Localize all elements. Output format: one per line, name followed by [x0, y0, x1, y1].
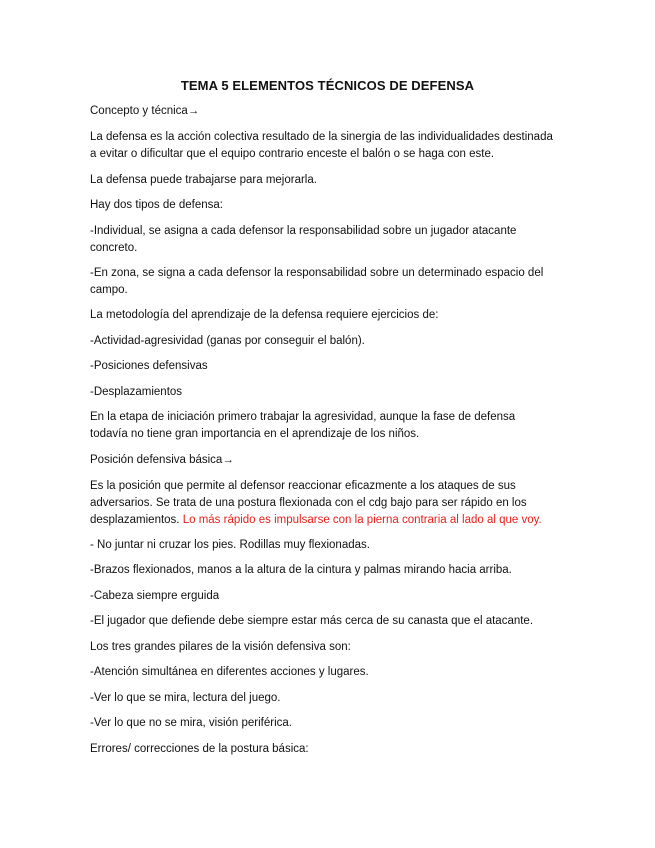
paragraph-line: Hay dos tipos de defensa:: [90, 199, 223, 211]
paragraph-line: La defensa es la acción colectiva resultado de la sinergia de las individualidades destinada: [90, 131, 553, 143]
section-heading-concepto: Concepto y técnica→: [90, 105, 200, 117]
list-item: - No juntar ni cruzar los pies. Rodillas muy flexionadas.: [90, 539, 370, 551]
paragraph-line: a evitar o dificultar que el equipo contrario enceste el balón o se haga con este.: [90, 148, 495, 160]
paragraph-line: La metodología del aprendizaje de la defensa requiere ejercicios de:: [90, 309, 439, 321]
paragraph-line: En la etapa de iniciación primero trabajar la agresividad, aunque la fase de defensa: [90, 411, 516, 423]
list-item: -En zona, se signa a cada defensor la responsabilidad sobre un determinado espacio del: [90, 267, 544, 279]
section-heading-posicion: Posición defensiva básica→: [90, 454, 234, 466]
paragraph-line: adversarios. Se trata de una postura flexionada con el cdg bajo para ser rápido en los: [90, 497, 527, 509]
paragraph-text: desplazamientos.: [90, 514, 180, 526]
list-item: -Cabeza siempre erguida: [90, 590, 220, 602]
paragraph-line: todavía no tiene gran importancia en el aprendizaje de los niños.: [90, 428, 420, 440]
list-item-continuation: campo.: [90, 284, 128, 296]
document-title: TEMA 5 ELEMENTOS TÉCNICOS DE DEFENSA: [180, 78, 475, 93]
paragraph-line: La defensa puede trabajarse para mejorarla.: [90, 174, 317, 186]
list-item: -Ver lo que no se mira, visión periférica.: [90, 717, 292, 729]
paragraph-line: Los tres grandes pilares de la visión defensiva son:: [90, 641, 351, 653]
list-item: -Individual, se asigna a cada defensor la responsabilidad sobre un jugador atacante: [90, 225, 517, 237]
paragraph-line: Errores/ correcciones de la postura básica:: [90, 743, 309, 755]
paragraph-line: [90, 512, 570, 530]
list-item-continuation: concreto.: [90, 242, 138, 254]
list-item: -Brazos flexionados, manos a la altura de la cintura y palmas mirando hacia arriba.: [90, 564, 512, 576]
list-item: -Atención simultánea en diferentes acciones y lugares.: [90, 666, 369, 678]
paragraph-line: Es la posición que permite al defensor reaccionar eficazmente a los ataques de sus: [90, 480, 516, 492]
highlighted-note: Lo más rápido es impulsarse con la pierna contraria al lado al que voy.: [182, 514, 542, 526]
list-item: -Actividad-agresividad (ganas por conseguir el balón).: [90, 335, 365, 347]
list-item: -Ver lo que se mira, lectura del juego.: [90, 692, 281, 704]
list-item: -Posiciones defensivas: [90, 360, 208, 372]
list-item: -El jugador que defiende debe siempre estar más cerca de su canasta que el atacante.: [90, 615, 534, 627]
list-item: -Desplazamientos: [90, 386, 183, 398]
